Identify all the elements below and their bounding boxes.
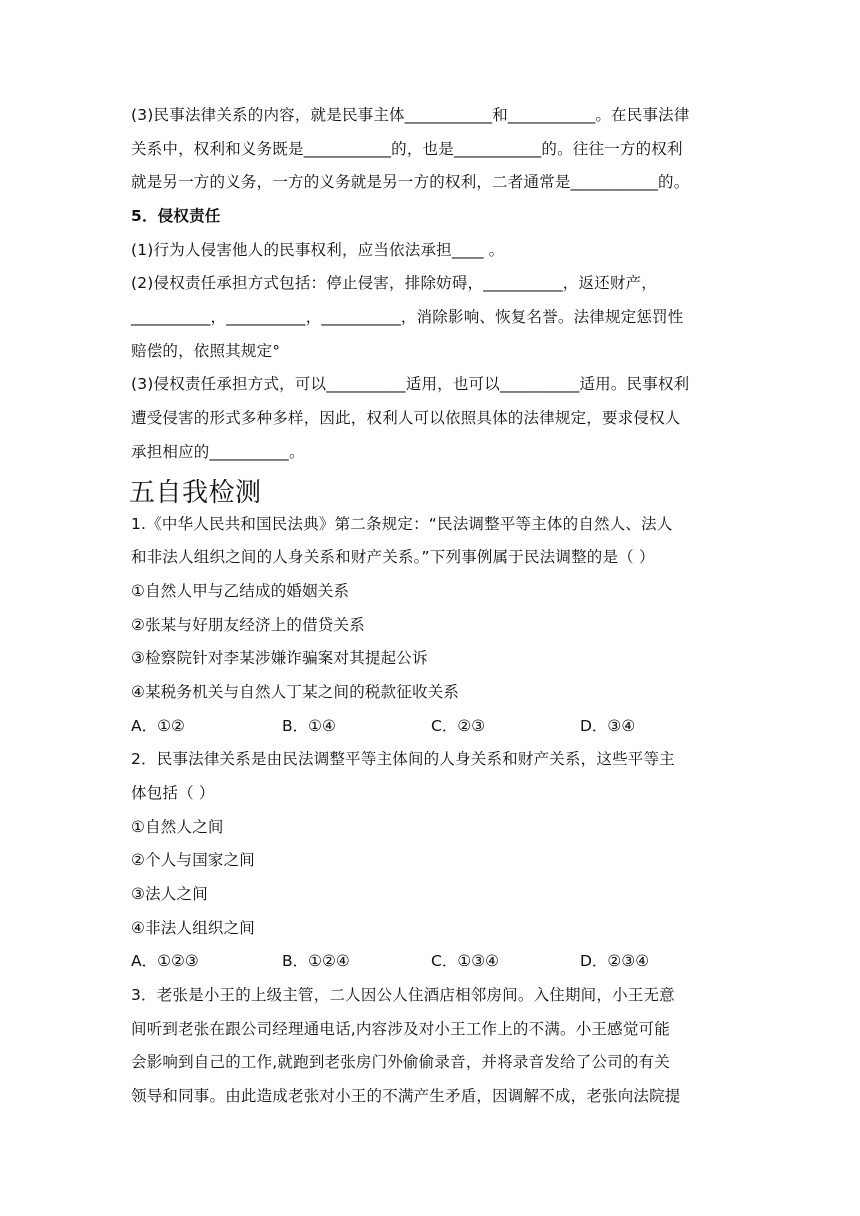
q1-item-4: ④某税务机关与自然人丁某之间的税款征收关系	[131, 683, 460, 701]
q2-item-2: ②个人与国家之间	[131, 851, 255, 869]
sec5-p3-line-1: (3)侵权责任承担方式，可以__________适用，也可以__________适用。民事权利	[131, 375, 690, 393]
sec4-line-1: (3)民事法律关系的内容，就是民事主体___________和___________。在民事法律	[131, 106, 690, 124]
sec5-title: 5．侵权责任	[131, 207, 221, 225]
q1-stem-line-1: 1.《中华人民共和国民法典》第二条规定：“民法调整平等主体的自然人、法人	[131, 515, 673, 533]
q1-option-d: D．③④	[580, 717, 636, 735]
q3-line-3: 会影响到自己的工作,就跑到老张房门外偷偷录音，并将录音发给了公司的有关	[131, 1053, 670, 1071]
q1-item-3: ③检察院针对李某涉嫌诈骗案对其提起公诉	[131, 649, 428, 667]
q2-option-a: A．①②③	[131, 952, 199, 970]
q3-line-4: 领导和同事。由此造成老张对小王的不满产生矛盾，因调解不成，老张向法院提	[131, 1087, 681, 1105]
q3-line-1: 3．老张是小王的上级主管，二人因公人住酒店相邻房间。入住期间，小王无意	[131, 986, 675, 1004]
q2-item-3: ③法人之间	[131, 885, 208, 903]
sec5-p3-line-3: 承担相应的__________。	[131, 443, 305, 461]
q2-option-c: C．①③④	[431, 952, 500, 970]
q1-item-1: ①自然人甲与乙结成的婚姻关系	[131, 582, 350, 600]
q1-item-2: ②张某与好朋友经济上的借贷关系	[131, 616, 365, 634]
q1-option-c: C．②③	[431, 717, 486, 735]
sec5-p2-line-3: 赔偿的，依照其规定°	[131, 342, 281, 360]
q1-option-a: A．①②	[131, 717, 185, 735]
self-test-title: 五自我检测	[129, 478, 262, 508]
sec4-line-3: 就是另一方的义务，一方的义务就是另一方的权利，二者通常是___________的。	[131, 173, 690, 191]
q2-option-d: D．②③④	[580, 952, 650, 970]
sec5-p3-line-2: 遭受侵害的形式多种多样，因此，权利人可以依照具体的法律规定，要求侵权人	[131, 409, 681, 427]
q2-item-1: ①自然人之间	[131, 818, 224, 836]
sec4-line-2: 关系中，权利和义务既是___________的，也是___________的。往往一方的权利	[131, 140, 683, 158]
q2-item-4: ④非法人组织之间	[131, 919, 255, 937]
q1-option-b: B．①④	[282, 717, 336, 735]
sec5-p2-line-2: __________，__________，__________，消除影响、恢复名誉。法律规定惩罚性	[131, 308, 684, 326]
sec5-p2-line-1: (2)侵权责任承担方式包括：停止侵害，排除妨碍，__________，返还财产，	[131, 274, 657, 292]
q2-option-b: B．①②④	[282, 952, 350, 970]
q2-stem-line-1: 2．民事法律关系是由民法调整平等主体间的人身关系和财产关系，这些平等主	[131, 750, 675, 768]
sec5-p1: (1)行为人侵害他人的民事权利，应当依法承担____ 。	[131, 241, 505, 259]
q3-line-2: 间听到老张在跟公司经理通电话,内容涉及对小王工作上的不满。小王感觉可能	[131, 1020, 670, 1038]
q1-stem-line-2: 和非法人组织之间的人身关系和财产关系。”下列事例属于民法调整的是（ ）	[131, 548, 655, 566]
q2-stem-line-2: 体包括（ ）	[131, 784, 215, 802]
